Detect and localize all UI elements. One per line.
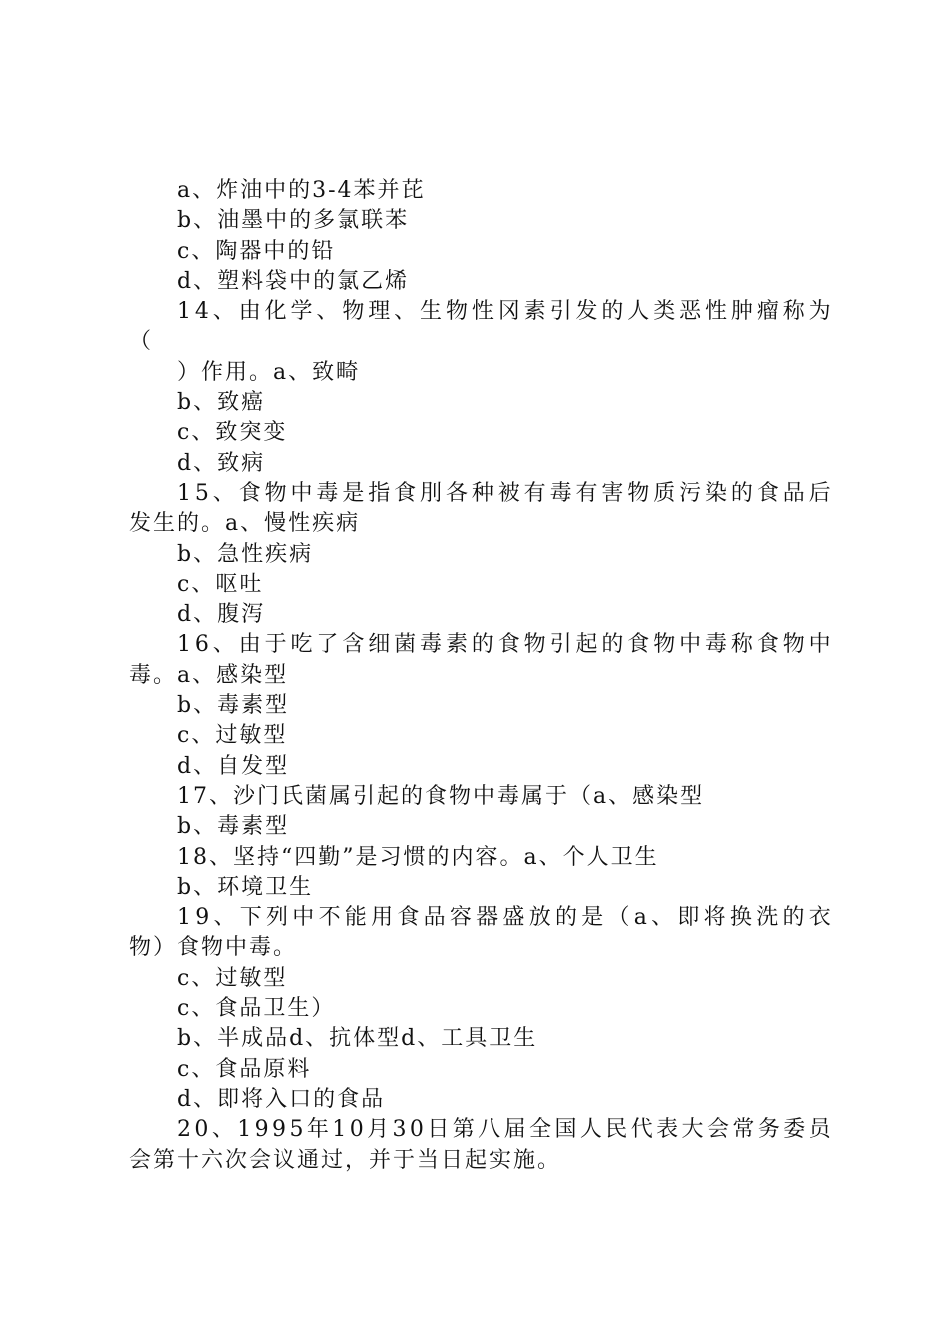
text-glyph: 后 (808, 480, 831, 506)
text-glyph: 5 (289, 1117, 304, 1143)
text-line: 发生的。a、慢性疾病 (129, 511, 361, 537)
text-glyph: 由 (238, 299, 261, 325)
text-glyph: a (633, 905, 647, 931)
text-glyph: 全 (529, 1117, 552, 1143)
text-glyph: 化 (264, 299, 287, 325)
text-glyph: 害 (601, 480, 624, 506)
text-glyph: 食 (756, 480, 779, 506)
text-glyph: 的 (782, 905, 805, 931)
text-line: ）作用。a、致畸 (177, 359, 361, 385)
text-line: b、急性疾病 (177, 541, 314, 567)
text-glyph: 委 (783, 1117, 806, 1143)
text-glyph: 2 (177, 1117, 191, 1143)
text-glyph: 会 (706, 1117, 729, 1143)
text-glyph: 细 (368, 632, 391, 658)
text-line: c、过敏型 (177, 723, 288, 749)
text-glyph: 1 (332, 1117, 347, 1143)
text-glyph: 大 (681, 1117, 704, 1143)
text-line: c、陶器中的铅 (177, 238, 336, 264)
text-glyph: 盛 (502, 905, 525, 931)
text-line: d、致病 (177, 450, 266, 476)
text-glyph: 是 (342, 480, 365, 506)
text-glyph: 换 (729, 905, 752, 931)
text-glyph: 物 (653, 632, 676, 658)
text-glyph: 务 (757, 1117, 780, 1143)
text-glyph: 列 (266, 905, 289, 931)
text-line (129, 1115, 831, 1145)
text-glyph: 员 (808, 1117, 831, 1143)
text-line: b、致癌 (177, 390, 266, 416)
text-line: d、塑料袋中的氯乙烯 (177, 268, 410, 294)
document-body (129, 176, 831, 1176)
text-glyph: 有 (575, 480, 598, 506)
text-glyph: 容 (449, 905, 472, 931)
text-glyph: 表 (656, 1117, 679, 1143)
text-glyph: 3 (392, 1117, 407, 1143)
text-glyph: 指 (368, 480, 391, 506)
text-glyph: 瘤 (756, 299, 779, 325)
text-glyph: 品 (782, 480, 805, 506)
text-glyph: 1 (177, 905, 191, 931)
text-glyph: 的 (601, 299, 624, 325)
text-glyph: 0 (194, 1117, 209, 1143)
text-glyph: 食 (497, 632, 520, 658)
text-glyph: 、 (316, 299, 339, 325)
text-glyph: 中 (808, 632, 831, 658)
text-glyph: 发 (575, 299, 598, 325)
text-glyph: 学 (290, 299, 313, 325)
text-glyph: 毒 (316, 480, 339, 506)
text-glyph: 常 (732, 1117, 755, 1143)
text-glyph: 的 (554, 905, 577, 931)
text-glyph: 物 (342, 299, 365, 325)
text-glyph: 品 (423, 905, 446, 931)
text-line (129, 903, 831, 933)
text-glyph: 食 (394, 480, 417, 506)
text-glyph: 称 (730, 632, 753, 658)
text-glyph: 即 (677, 905, 700, 931)
text-line: d、自发型 (177, 753, 290, 779)
text-glyph: 染 (705, 480, 728, 506)
text-glyph: 于 (264, 632, 287, 658)
text-glyph: 被 (497, 480, 520, 506)
text-glyph: 能 (344, 905, 367, 931)
text-glyph: 洗 (756, 905, 779, 931)
text-line (129, 630, 831, 660)
text-line: 17、沙门氏菌属引起的食物中毒属于（a、感染型 (177, 783, 705, 809)
text-line: b、环境卫生 (177, 874, 314, 900)
text-glyph: 冈 (497, 299, 520, 325)
text-glyph: 性 (705, 299, 728, 325)
text-glyph: 人 (627, 299, 650, 325)
text-line: b、毒素型 (177, 814, 290, 840)
text-glyph: 1 (177, 299, 191, 325)
text-glyph: 器 (476, 905, 499, 931)
text-glyph: 的 (471, 632, 494, 658)
text-glyph: 人 (579, 1117, 602, 1143)
text-glyph: 年 (306, 1117, 329, 1143)
text-glyph: 1 (177, 480, 191, 506)
text-glyph: 将 (703, 905, 726, 931)
text-glyph: 类 (653, 299, 676, 325)
text-glyph: 的 (601, 632, 624, 658)
text-glyph: 0 (409, 1117, 424, 1143)
text-glyph: 、 (651, 905, 674, 931)
text-line: d、腹泻 (177, 602, 266, 628)
text-glyph: 食 (756, 632, 779, 658)
text-glyph: 、 (212, 299, 235, 325)
text-glyph: 物 (523, 632, 546, 658)
text-glyph: 素 (445, 632, 468, 658)
text-glyph: 、 (211, 1117, 234, 1143)
text-glyph: 日 (427, 1117, 450, 1143)
text-line: c、致突变 (177, 420, 288, 446)
text-line: 物）食物中毒。 (129, 935, 298, 961)
text-glyph: 国 (554, 1117, 577, 1143)
text-glyph: 称 (782, 299, 805, 325)
text-glyph: 八 (478, 1117, 501, 1143)
text-line (129, 297, 831, 327)
text-glyph: 、 (212, 480, 235, 506)
text-glyph: 有 (523, 480, 546, 506)
text-glyph: 为 (808, 299, 831, 325)
text-glyph: 6 (194, 632, 209, 658)
text-line: b、油墨中的多氯联苯 (177, 208, 410, 234)
text-glyph: 刖 (420, 480, 443, 506)
text-glyph: 、 (213, 905, 236, 931)
text-glyph: 素 (523, 299, 546, 325)
text-glyph: 月 (367, 1117, 390, 1143)
text-glyph: 了 (316, 632, 339, 658)
text-glyph: 性 (471, 299, 494, 325)
text-glyph: 物 (782, 632, 805, 658)
text-glyph: 衣 (808, 905, 831, 931)
text-glyph: 引 (549, 299, 572, 325)
text-glyph: 引 (549, 632, 572, 658)
text-glyph: 9 (195, 905, 210, 931)
text-glyph: 放 (528, 905, 551, 931)
text-glyph: 中 (290, 480, 313, 506)
text-glyph: 毒 (705, 632, 728, 658)
text-line: c、食品原料 (177, 1056, 312, 1082)
text-glyph: 1 (177, 632, 191, 658)
text-line: c、呕吐 (177, 571, 264, 597)
text-glyph: 物 (264, 480, 287, 506)
text-glyph: 、 (212, 632, 235, 658)
text-glyph: 用 (371, 905, 394, 931)
text-glyph: 物 (627, 480, 650, 506)
text-line: （ (129, 329, 154, 355)
text-glyph: 中 (679, 632, 702, 658)
text-glyph: 代 (630, 1117, 653, 1143)
text-line: 会第十六次会议通过，并于当日起实施。 (129, 1147, 562, 1173)
text-glyph: 种 (471, 480, 494, 506)
text-glyph: 毒 (549, 480, 572, 506)
text-glyph: 生 (420, 299, 443, 325)
text-glyph: 是 (581, 905, 604, 931)
text-glyph: 肿 (730, 299, 753, 325)
text-glyph: 由 (238, 632, 261, 658)
text-glyph: 0 (349, 1117, 364, 1143)
text-line: c、食品卫生） (177, 996, 336, 1022)
text-glyph: 不 (318, 905, 341, 931)
text-glyph: 食 (238, 480, 261, 506)
text-glyph: 下 (239, 905, 262, 931)
text-glyph: 含 (342, 632, 365, 658)
text-glyph: 食 (627, 632, 650, 658)
text-glyph: 吃 (290, 632, 313, 658)
text-line: 毒。a、感染型 (129, 662, 289, 688)
text-line: b、半成品d、抗体型d、工具卫生 (177, 1026, 538, 1052)
text-glyph: 的 (730, 480, 753, 506)
text-glyph: 1 (237, 1117, 252, 1143)
text-line: a、炸油中的3-4苯并芘 (177, 178, 426, 203)
text-line: 18、坚持“四勤”是习惯的内容。a、个人卫生 (177, 844, 659, 870)
text-glyph: 9 (254, 1117, 269, 1143)
text-glyph: 第 (452, 1117, 475, 1143)
text-glyph: 、 (394, 299, 417, 325)
text-glyph: 毒 (420, 632, 443, 658)
text-glyph: （ (607, 905, 630, 931)
text-line: d、即将入口的食品 (177, 1086, 386, 1112)
text-line: b、毒素型 (177, 693, 290, 719)
text-line: c、过敏型 (177, 965, 288, 991)
text-glyph: 起 (575, 632, 598, 658)
text-glyph: 各 (445, 480, 468, 506)
text-glyph: 9 (272, 1117, 287, 1143)
text-line (129, 479, 831, 509)
text-glyph: 污 (679, 480, 702, 506)
text-glyph: 5 (194, 480, 209, 506)
text-glyph: 中 (292, 905, 315, 931)
text-glyph: 质 (653, 480, 676, 506)
text-glyph: 理 (368, 299, 391, 325)
text-glyph: 菌 (394, 632, 417, 658)
text-glyph: 恶 (679, 299, 702, 325)
text-glyph: 物 (445, 299, 468, 325)
text-glyph: 届 (503, 1117, 526, 1143)
text-glyph: 民 (605, 1117, 628, 1143)
text-glyph: 食 (397, 905, 420, 931)
text-glyph: 4 (194, 299, 209, 325)
